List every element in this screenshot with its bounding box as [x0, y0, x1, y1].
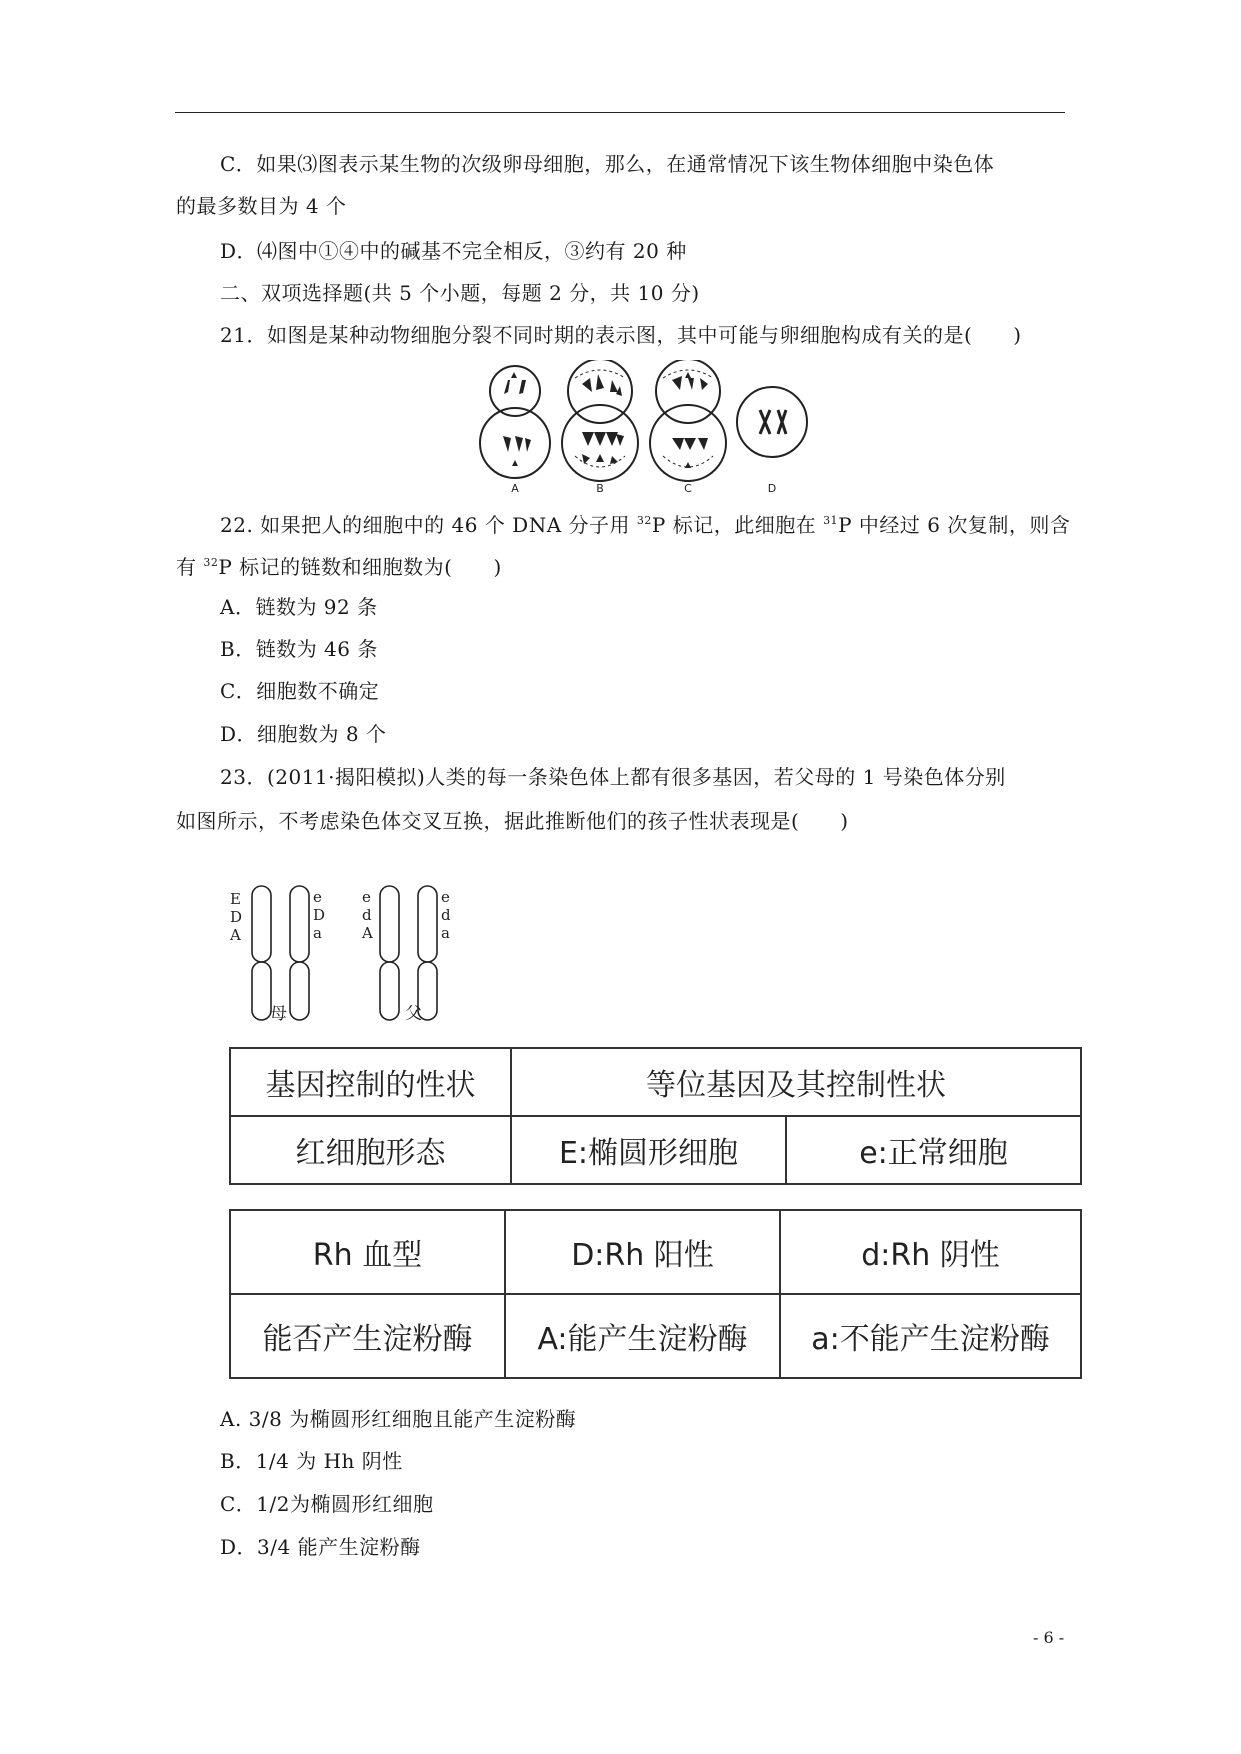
table-cell: A:能产生淀粉酶 [505, 1294, 780, 1378]
chromosome-figure [222, 884, 482, 1026]
figure-label-a: A [511, 482, 519, 495]
allele-label: D [230, 908, 243, 926]
q22-option-d: D．细胞数为 8 个 [220, 722, 387, 746]
allele-label: A [362, 924, 373, 942]
q23-option-a: A. 3/8 为椭圆形红细胞且能产生淀粉酶 [220, 1407, 577, 1431]
section-2-heading: 二、双项选择题(共 5 个小题，每题 2 分，共 10 分) [220, 281, 700, 305]
table-row [230, 1048, 1081, 1116]
allele-label: e [313, 888, 322, 906]
figure-label-d: D [767, 482, 777, 495]
trait-table-1 [229, 1047, 1082, 1185]
allele-label: e [362, 888, 371, 906]
figure-label-b: B [596, 482, 604, 495]
allele-label: A [230, 926, 241, 944]
allele-label: a [441, 924, 450, 942]
question-23-line-1: 23．(2011·揭阳模拟)人类的每一条染色体上都有很多基因，若父母的 1 号染色体分别 [220, 765, 1006, 789]
allele-label: e [441, 888, 450, 906]
q22-option-a: A．链数为 92 条 [220, 595, 378, 619]
table-cell: a:不能产生淀粉酶 [780, 1294, 1081, 1378]
table-cell: 红细胞形态 [230, 1116, 511, 1184]
option-c-line-1: C．如果⑶图表示某生物的次级卵母细胞，那么，在通常情况下该生物体细胞中染色体 [220, 152, 995, 176]
q22-option-b: B．链数为 46 条 [220, 637, 378, 661]
page-number: - 6 - [1033, 1628, 1065, 1647]
allele-label: D [313, 906, 326, 924]
table-cell: Rh 血型 [230, 1210, 505, 1294]
question-23-line-2: 如图所示，不考虑染色体交叉互换，据此推断他们的孩子性状表现是( ) [176, 809, 849, 833]
trait-table-2 [229, 1209, 1082, 1379]
table-cell: E:椭圆形细胞 [511, 1116, 786, 1184]
q23-option-d: D．3/4 能产生淀粉酶 [220, 1535, 421, 1559]
table-cell: 基因控制的性状 [230, 1048, 511, 1116]
question-22-line-1: 22. 如果把人的细胞中的 46 个 DNA 分子用 $^{32}$P 标记，此细胞在 $^{31}$P 中经过 6 次复制，则含 [220, 513, 1071, 537]
mother-label: 母 [270, 1004, 288, 1024]
option-d-line: D．⑷图中①④中的碱基不完全相反，③约有 20 种 [220, 239, 687, 263]
table-cell: 等位基因及其控制性状 [511, 1048, 1081, 1116]
figure-label-c: C [684, 482, 692, 495]
option-c-line-2: 的最多数目为 4 个 [176, 194, 347, 218]
table-row [230, 1294, 1081, 1378]
table-cell: d:Rh 阴性 [780, 1210, 1081, 1294]
q23-option-b: B．1/4 为 Hh 阴性 [220, 1449, 403, 1473]
question-22-line-2: 有 $^{32}$P 标记的链数和细胞数为( ) [176, 555, 502, 579]
father-label: 父 [405, 1004, 423, 1024]
table-cell: D:Rh 阳性 [505, 1210, 780, 1294]
q23-option-c: C．1/2为椭圆形红细胞 [220, 1492, 434, 1516]
allele-label: a [313, 924, 322, 942]
q22-option-c: C．细胞数不确定 [220, 679, 380, 703]
question-21: 21．如图是某种动物细胞分裂不同时期的表示图，其中可能与卵细胞构成有关的是( ) [220, 323, 1022, 347]
table-row [230, 1116, 1081, 1184]
table-cell: e:正常细胞 [786, 1116, 1081, 1184]
allele-label: d [362, 906, 372, 924]
cell-division-figure [470, 360, 830, 496]
cell-b-outline [562, 360, 638, 481]
table-cell: 能否产生淀粉酶 [230, 1294, 505, 1378]
table-row [230, 1210, 1081, 1294]
allele-label: d [441, 906, 451, 924]
header-rule [175, 112, 1065, 113]
allele-label: E [230, 890, 241, 908]
cell-d-outline [737, 387, 807, 457]
